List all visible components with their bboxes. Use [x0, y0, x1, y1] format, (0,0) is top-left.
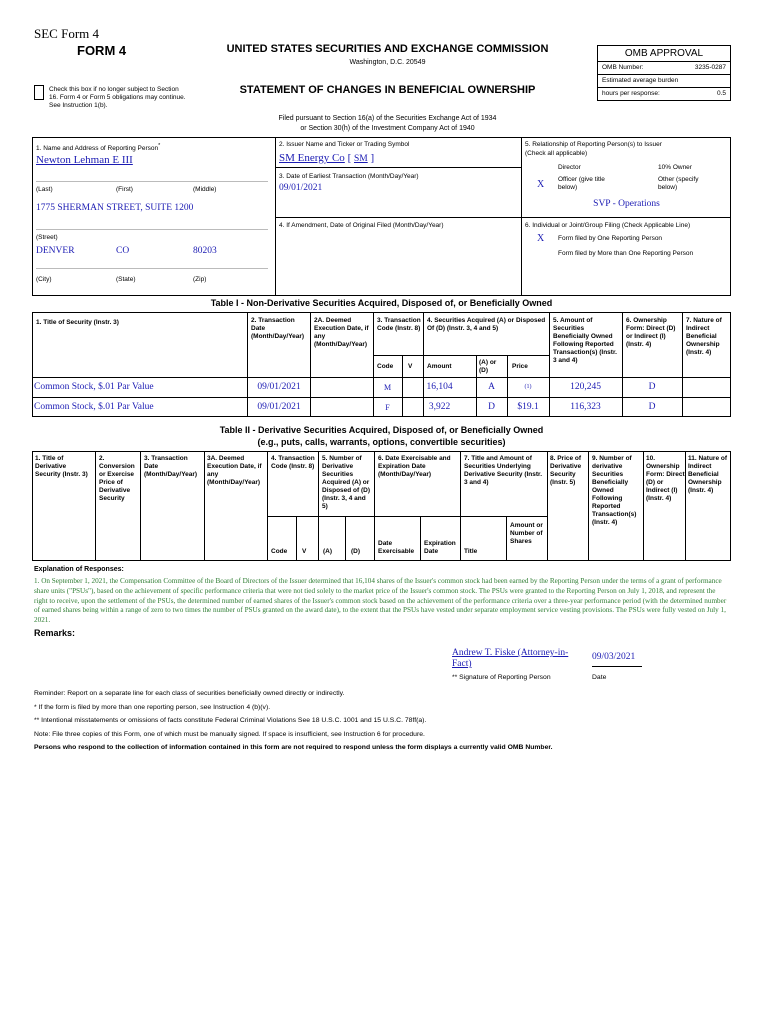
filing-option-one: Form filed by One Reporting Person: [558, 235, 663, 242]
omb-burden-label: Estimated average burden: [598, 75, 730, 88]
t2-sub-v: V: [302, 548, 307, 555]
t1-sub-aord: (A) or (D): [479, 359, 497, 374]
t1-h6: 6. Ownership Form: Direct (D) or Indirect (I) (Instr. 4): [626, 317, 676, 348]
t2-h3a: 3A. Deemed Execution Date, if any (Month/Day/Year): [207, 455, 262, 486]
ticker-open: [: [347, 152, 352, 164]
explanation-footnote-1: 1. On September 1, 2021, the Compensation Committee of the Board of Directors of the Issuer determined that 16,104 shares of the Issuer's common stock had been earned by the Reporting Person under the terms of a grant of performance share units ("PSUs"), based on the achievement of specific performance criteria that were not tied solely to the market price of the Issuer's common stock. The PSUs were granted to the Reporting Person on July 1, 2018, and represent the right to receive, upon the settlement of the PSUs, the determined number of earned shares of the Issuer's common stock based on the achievement of the performance criteria over a three-year performance period (with the determined number of earned shares being within a range of zero to two times the number of PSUs granted on the award date), to the extent that the PSUs have vested under separate employment service vesting provisions. The PSUs were fully vested on July 1, 2021.: [34, 577, 727, 625]
state-label: (State): [116, 276, 136, 283]
ticker-close: ]: [370, 152, 375, 164]
t2-h10: 10. Ownership Form: Direct (D) or Indirect (I) (Instr. 4): [646, 455, 685, 502]
state-value: CO: [116, 246, 130, 256]
filed-line-1: Filed pursuant to Section 16(a) of the Securities Exchange Act of 1934: [278, 115, 497, 122]
agency-city: Washington, D.C. 20549: [349, 59, 426, 66]
table2-title: [32, 424, 731, 448]
filing-option-more: Form filed by More than One Reporting Person: [558, 250, 694, 257]
footer-notes: [34, 687, 734, 755]
individual-filing-mark: X: [537, 233, 545, 244]
omb-approval-box: [597, 45, 731, 101]
zip-label: (Zip): [193, 276, 207, 283]
street-value: 1775 SHERMAN STREET, SUITE 1200: [36, 203, 194, 213]
checkbox-note: Check this box if no longer subject to Section 16. Form 4 or Form 5 obligations may continue. See Instruction 1(b).: [49, 86, 186, 109]
t2-h4: 4. Transaction Code (Instr. 8): [271, 455, 315, 470]
t1-row2-amount: 3,922: [428, 402, 451, 412]
ticker-symbol-link[interactable]: SM: [353, 154, 368, 164]
issuer-name-link[interactable]: SM Energy Co: [279, 152, 345, 164]
earliest-transaction-date: 09/01/2021: [279, 183, 323, 193]
statement-title: STATEMENT OF CHANGES IN BENEFICIAL OWNERSHIP: [239, 84, 536, 96]
footer-copies-note: Note: File three copies of this Form, one of which must be manually signed. If space is insufficient, see Instruction 6 for procedure.: [34, 730, 425, 738]
t1-h4: 4. Securities Acquired (A) or Disposed Of (D) (Instr. 3, 4 and 5): [427, 317, 546, 332]
city-value: DENVER: [36, 246, 75, 256]
officer-title-value: SVP - Operations: [593, 199, 660, 209]
t2-h3: 3. Transaction Date (Month/Day/Year): [144, 455, 198, 478]
table2-title-1: Table II - Derivative Securities Acquired, Disposed of, or Beneficially Owned: [219, 425, 544, 435]
table1-title: Table I - Non-Derivative Securities Acquired, Disposed of, or Beneficially Owned: [210, 298, 553, 308]
t2-h11: 11. Nature of Indirect Beneficial Ownership (Instr. 4): [688, 455, 728, 494]
t1-h7: 7. Nature of Indirect Beneficial Ownership (Instr. 4): [686, 317, 722, 356]
signature-date: 09/03/2021: [592, 652, 636, 662]
t2-h2: 2. Conversion or Exercise Price of Derivative Security: [99, 455, 135, 502]
t1-row1-code: M: [383, 383, 392, 392]
no-longer-subject-checkbox[interactable]: [34, 85, 44, 100]
footer-misstatements: ** Intentional misstatements or omissions of facts constitute Federal Criminal Violations See 18 U.S.C. 1001 and 15 U.S.C. 78ff(a).: [34, 717, 427, 725]
t2-h9: 9. Number of derivative Securities Beneficially Owned Following Reported Transaction(s) (Instr. 4): [592, 455, 637, 526]
t1-row2-code: F: [385, 403, 390, 412]
form-title: FORM 4: [77, 43, 127, 58]
omb-hours-label: hours per response:: [602, 90, 660, 97]
filed-pursuant: [180, 114, 595, 133]
t1-row1-aord: A: [488, 382, 495, 392]
box4-label: 4. If Amendment, Date of Original Filed (Month/Day/Year): [279, 222, 444, 229]
sec-form-label: SEC Form 4: [34, 26, 100, 41]
t1-row1-amount: 16,104: [426, 382, 453, 392]
director-label: Director: [558, 164, 581, 171]
t2-sub-date-ex: Date Exercisable: [378, 540, 415, 555]
t1-row2-date: 09/01/2021: [257, 402, 301, 412]
t2-sub-title: Title: [464, 548, 478, 555]
t2-h1: 1. Title of Derivative Security (Instr. 3): [35, 455, 88, 478]
t1-sub-amount: Amount: [427, 363, 452, 370]
middle-label: (Middle): [193, 186, 217, 193]
t1-h2: 2. Transaction Date (Month/Day/Year): [251, 317, 305, 340]
t2-h7: 7. Title and Amount of Securities Underlying Derivative Security (Instr. 3 and 4): [464, 455, 543, 486]
t1-h1: 1. Title of Security (Instr. 3): [36, 319, 119, 326]
t2-sub-d: (D): [351, 548, 361, 555]
t1-h3: 3. Transaction Code (Instr. 8): [377, 317, 421, 332]
street-label: (Street): [36, 234, 58, 241]
explanation-heading: Explanation of Responses:: [34, 566, 124, 573]
table2-title-2: (e.g., puts, calls, warrants, options, convertible securities): [257, 437, 506, 447]
omb-number-value: 3235-0287: [694, 64, 726, 71]
t1-row1-date: 09/01/2021: [257, 382, 301, 392]
box5-label-2: (Check all applicable): [525, 150, 588, 157]
remarks-heading: Remarks:: [34, 628, 76, 638]
t1-h5: 5. Amount of Securities Beneficially Owned Following Reported Transaction(s) (Instr. 3 and 4): [553, 317, 617, 364]
zip-value: 80203: [193, 246, 217, 256]
box1-asterisk: *: [158, 143, 161, 149]
t1-row2-aord: D: [488, 402, 495, 412]
t2-h5: 5. Number of Derivative Securities Acquired (A) or Disposed of (D) (Instr. 3, 4 and 5): [322, 455, 371, 510]
t1-row1-price-footnote[interactable]: (1): [524, 384, 532, 390]
omb-title: OMB APPROVAL: [598, 46, 730, 62]
t1-row2-price: $19.1: [517, 402, 539, 412]
t1-row2-owned: 116,323: [570, 402, 601, 412]
t1-row2-form: D: [648, 402, 656, 412]
t1-row2-title: Common Stock, $.01 Par Value: [34, 402, 154, 412]
t1-row1-form: D: [648, 382, 656, 392]
t2-sub-exp: Expiration Date: [424, 540, 456, 555]
box1-label: 1. Name and Address of Reporting Person*: [36, 143, 161, 153]
box3-label: 3. Date of Earliest Transaction (Month/Day/Year): [279, 173, 419, 180]
t2-sub-amount: Amount or Number of Shares: [510, 522, 543, 545]
other-label: Other (specify below): [658, 176, 699, 191]
box6-label: 6. Individual or Joint/Group Filing (Check Applicable Line): [525, 222, 691, 229]
first-label: (First): [116, 186, 133, 193]
reporting-person-name-link[interactable]: Newton Lehman E III: [36, 154, 133, 166]
issuer-ticker: [279, 152, 374, 164]
officer-check-mark: X: [537, 179, 545, 190]
omb-number-label: OMB Number:: [602, 64, 644, 71]
box5-label-1: 5. Relationship of Reporting Person(s) to Issuer: [525, 141, 662, 148]
t1-sub-price: Price: [512, 363, 528, 370]
t2-h6: 6. Date Exercisable and Expiration Date (Month/Day/Year): [378, 455, 451, 478]
footer-multiple-persons: * If the form is filed by more than one reporting person, see Instruction 4 (b)(v).: [34, 703, 271, 711]
footer-reminder: Reminder: Report on a separate line for each class of securities beneficially owned directly or indirectly.: [34, 690, 345, 697]
ten-percent-owner-label: 10% Owner: [658, 164, 692, 171]
box2-label: 2. Issuer Name and Ticker or Trading Symbol: [279, 141, 410, 148]
agency-title: UNITED STATES SECURITIES AND EXCHANGE COMMISSION: [226, 43, 549, 55]
t1-row1-title: Common Stock, $.01 Par Value: [34, 382, 154, 392]
t2-sub-a: (A): [323, 548, 333, 555]
signature-link[interactable]: Andrew T. Fiske (Attorney-in-Fact): [452, 648, 569, 669]
t1-sub-v: V: [408, 363, 413, 370]
last-label: (Last): [36, 186, 53, 193]
footer-omb-notice: Persons who respond to the collection of information contained in this form are not required to respond unless the form displays a currently valid OMB Number.: [34, 744, 553, 752]
t2-sub-code: Code: [271, 548, 288, 555]
t1-sub-code: Code: [377, 363, 394, 370]
city-label: (City): [36, 276, 52, 283]
t2-h8: 8. Price of Derivative Security (Instr. 5): [550, 455, 582, 486]
t1-h2a: 2A. Deemed Execution Date, if any (Month/Day/Year): [314, 317, 369, 348]
omb-hours-value: 0.5: [716, 90, 726, 97]
signature-label: ** Signature of Reporting Person: [452, 674, 551, 681]
t1-row1-owned: 120,245: [570, 382, 601, 392]
filed-line-2: or Section 30(h) of the Investment Company Act of 1940: [300, 124, 475, 132]
officer-label: Officer (give title below): [558, 176, 605, 191]
date-label: Date: [592, 674, 607, 681]
